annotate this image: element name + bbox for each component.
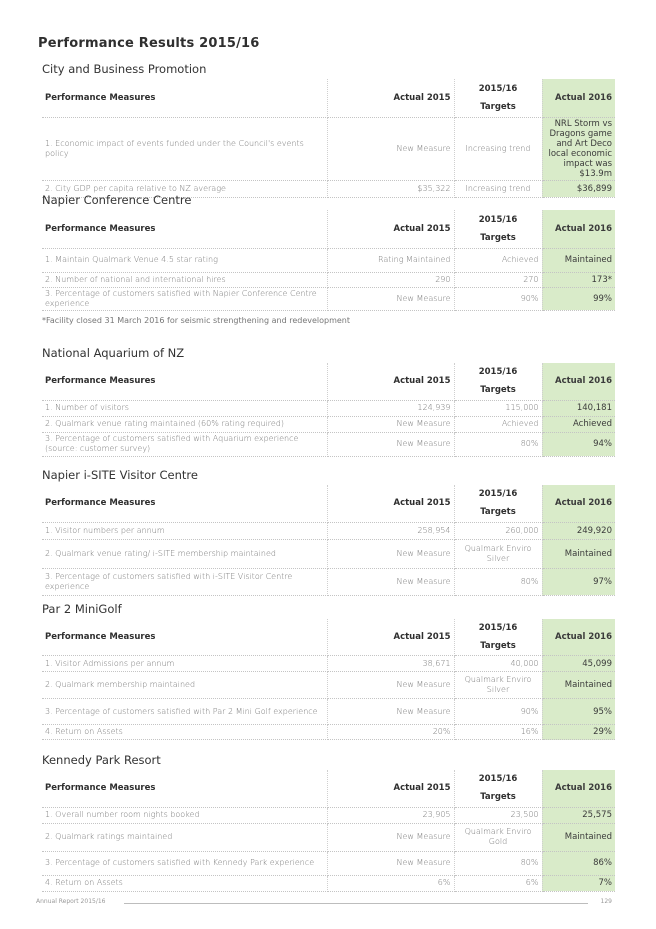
- page-title: Performance Results 2015/16: [38, 36, 260, 51]
- measure-cell: 3. Percentage of customers satisfied with Aquarium experience (source: customer survey): [42, 432, 327, 456]
- actual-2015-cell: New Measure: [327, 539, 454, 568]
- footer-rule: [124, 903, 588, 904]
- target-cell: 16%: [454, 725, 542, 740]
- actual-2015-cell: 20%: [327, 725, 454, 740]
- header-actual-2016: Actual 2016: [542, 619, 615, 656]
- header-measures: Performance Measures: [42, 210, 327, 248]
- measure-cell: 3. Percentage of customers satisfied with Par 2 Mini Golf experience: [42, 699, 327, 725]
- actual-2016-cell: 140,181: [542, 400, 615, 416]
- target-cell: 90%: [454, 699, 542, 725]
- actual-2016-cell: 99%: [542, 287, 615, 310]
- section-3: [42, 467, 615, 596]
- header-targets-label: Targets: [480, 101, 516, 112]
- target-cell: 80%: [454, 851, 542, 875]
- actual-2016-cell: 94%: [542, 432, 615, 456]
- actual-2016-cell: 97%: [542, 568, 615, 595]
- header-actual-2016: Actual 2016: [542, 210, 615, 248]
- actual-2016-cell: NRL Storm vs Dragons game and Art Deco local economic impact was $13.9m: [542, 117, 615, 180]
- target-cell: 40,000: [454, 656, 542, 672]
- actual-2016-cell: 25,575: [542, 807, 615, 823]
- header-measures: Performance Measures: [42, 363, 327, 400]
- measure-cell: 3. Percentage of customers satisfied with Napier Conference Centre experience: [42, 287, 327, 310]
- section-title: City and Business Promotion: [42, 62, 207, 76]
- table-row: [42, 272, 615, 287]
- actual-2015-cell: 38,671: [327, 656, 454, 672]
- table-row: [42, 248, 615, 272]
- actual-2015-cell: New Measure: [327, 699, 454, 725]
- header-targets: [454, 485, 542, 522]
- table-row: [42, 823, 615, 851]
- header-targets-label: Targets: [480, 641, 516, 651]
- section-title: Par 2 MiniGolf: [42, 602, 122, 616]
- actual-2016-cell: 249,920: [542, 522, 615, 539]
- actual-2016-cell: 29%: [542, 725, 615, 740]
- header-targets-label: Targets: [480, 385, 516, 396]
- header-targets-label: Targets: [480, 232, 516, 243]
- section-title: Kennedy Park Resort: [42, 753, 161, 767]
- header-targets-year: 2015/16: [478, 489, 518, 500]
- footnote: *Facility closed 31 March 2016 for seismic strengthening and redevelopment: [42, 315, 351, 325]
- header-measures: Performance Measures: [42, 619, 327, 656]
- header-targets-label: Targets: [480, 507, 516, 518]
- section-5: [42, 752, 615, 892]
- measure-cell: 2. Number of national and international hires: [42, 272, 327, 287]
- header-actual-2016: Actual 2016: [542, 485, 615, 522]
- target-cell: 23,500: [454, 807, 542, 823]
- performance-table: [42, 79, 615, 198]
- measure-cell: 1. Visitor Admissions per annum: [42, 656, 327, 672]
- header-actual-2015: Actual 2015: [327, 770, 454, 807]
- actual-2015-cell: 6%: [327, 875, 454, 891]
- measure-cell: 1. Number of visitors: [42, 400, 327, 416]
- section-title: Napier Conference Centre: [42, 193, 192, 207]
- footer-label: Annual Report 2015/16: [36, 898, 106, 905]
- table-row: [42, 875, 615, 891]
- actual-2015-cell: New Measure: [327, 823, 454, 851]
- actual-2015-cell: New Measure: [327, 117, 454, 180]
- table-row: [42, 432, 615, 456]
- target-cell: 115,000: [454, 400, 542, 416]
- header-actual-2015: Actual 2015: [327, 79, 454, 117]
- table-row: [42, 287, 615, 310]
- header-targets: [454, 79, 542, 117]
- measure-cell: 2. Qualmark venue rating maintained (60% rating required): [42, 416, 327, 432]
- actual-2016-cell: Achieved: [542, 416, 615, 432]
- actual-2016-cell: Maintained: [542, 823, 615, 851]
- actual-2015-cell: New Measure: [327, 672, 454, 699]
- page-number: 129: [600, 898, 612, 905]
- measure-cell: 2. City GDP per capita relative to NZ average: [42, 180, 327, 197]
- table-row: [42, 400, 615, 416]
- measure-cell: 4. Return on Assets: [42, 875, 327, 891]
- header-targets: [454, 770, 542, 807]
- header-actual-2016: Actual 2016: [542, 363, 615, 400]
- actual-2015-cell: 290: [327, 272, 454, 287]
- measure-cell: 4. Return on Assets: [42, 725, 327, 740]
- target-cell: Achieved: [454, 248, 542, 272]
- measure-cell: 2. Qualmark ratings maintained: [42, 823, 327, 851]
- target-cell: Achieved: [454, 416, 542, 432]
- performance-table: [42, 485, 615, 596]
- section-title: National Aquarium of NZ: [42, 346, 185, 360]
- header-targets-year: 2015/16: [478, 623, 518, 633]
- table-row: [42, 117, 615, 180]
- actual-2015-cell: $35,322: [327, 180, 454, 197]
- target-cell: 260,000: [454, 522, 542, 539]
- measure-cell: 2. Qualmark venue rating/ i-SITE membership maintained: [42, 539, 327, 568]
- measure-cell: 1. Maintain Qualmark Venue 4.5 star rating: [42, 248, 327, 272]
- actual-2016-cell: 173*: [542, 272, 615, 287]
- table-row: [42, 851, 615, 875]
- target-cell: Increasing trend: [454, 117, 542, 180]
- header-measures: Performance Measures: [42, 485, 327, 522]
- header-targets: [454, 619, 542, 656]
- measure-cell: 3. Percentage of customers satisfied with i-SITE Visitor Centre experience: [42, 568, 327, 595]
- table-row: [42, 725, 615, 740]
- actual-2016-cell: Maintained: [542, 672, 615, 699]
- header-actual-2015: Actual 2015: [327, 363, 454, 400]
- table-row: [42, 416, 615, 432]
- measure-cell: 1. Overall number room nights booked: [42, 807, 327, 823]
- target-cell: 80%: [454, 432, 542, 456]
- header-targets: [454, 363, 542, 400]
- header-actual-2016: Actual 2016: [542, 770, 615, 807]
- header-actual-2016: Actual 2016: [542, 79, 615, 117]
- section-title: Napier i-SITE Visitor Centre: [42, 468, 198, 482]
- actual-2015-cell: New Measure: [327, 568, 454, 595]
- header-targets-year: 2015/16: [478, 774, 518, 785]
- header-targets-label: Targets: [480, 792, 516, 803]
- actual-2015-cell: 258,954: [327, 522, 454, 539]
- measure-cell: 2. Qualmark membership maintained: [42, 672, 327, 699]
- table-row: [42, 656, 615, 672]
- target-cell: Increasing trend: [454, 180, 542, 197]
- actual-2015-cell: New Measure: [327, 287, 454, 310]
- actual-2016-cell: 86%: [542, 851, 615, 875]
- target-cell: 6%: [454, 875, 542, 891]
- target-cell: 270: [454, 272, 542, 287]
- target-cell: 80%: [454, 568, 542, 595]
- actual-2015-cell: Rating Maintained: [327, 248, 454, 272]
- section-1: [42, 192, 615, 325]
- section-4: [42, 601, 615, 740]
- target-cell: 90%: [454, 287, 542, 310]
- actual-2016-cell: Maintained: [542, 248, 615, 272]
- table-row: [42, 672, 615, 699]
- performance-table: [42, 363, 615, 457]
- table-row: [42, 568, 615, 595]
- header-measures: Performance Measures: [42, 79, 327, 117]
- header-targets-year: 2015/16: [478, 214, 518, 225]
- table-row: [42, 807, 615, 823]
- actual-2015-cell: New Measure: [327, 432, 454, 456]
- header-actual-2015: Actual 2015: [327, 210, 454, 248]
- performance-table: [42, 210, 615, 311]
- measure-cell: 3. Percentage of customers satisfied with Kennedy Park experience: [42, 851, 327, 875]
- actual-2016-cell: Maintained: [542, 539, 615, 568]
- page-footer: [36, 898, 612, 910]
- header-actual-2015: Actual 2015: [327, 619, 454, 656]
- header-actual-2015: Actual 2015: [327, 485, 454, 522]
- target-cell: Qualmark Enviro Gold: [454, 823, 542, 851]
- section-0: [42, 61, 615, 198]
- table-row: [42, 539, 615, 568]
- actual-2015-cell: 124,939: [327, 400, 454, 416]
- actual-2016-cell: 7%: [542, 875, 615, 891]
- header-targets-year: 2015/16: [478, 367, 518, 378]
- header-targets-year: 2015/16: [478, 83, 518, 94]
- actual-2015-cell: New Measure: [327, 851, 454, 875]
- header-targets: [454, 210, 542, 248]
- target-cell: Qualmark Enviro Silver: [454, 672, 542, 699]
- performance-table: [42, 770, 615, 892]
- section-2: [42, 345, 615, 457]
- table-row: [42, 522, 615, 539]
- header-measures: Performance Measures: [42, 770, 327, 807]
- actual-2015-cell: 23,905: [327, 807, 454, 823]
- measure-cell: 1. Economic impact of events funded under the Council's events policy: [42, 117, 327, 180]
- actual-2016-cell: 45,099: [542, 656, 615, 672]
- table-row: [42, 699, 615, 725]
- actual-2015-cell: New Measure: [327, 416, 454, 432]
- measure-cell: 1. Visitor numbers per annum: [42, 522, 327, 539]
- actual-2016-cell: $36,899: [542, 180, 615, 197]
- performance-table: [42, 619, 615, 740]
- actual-2016-cell: 95%: [542, 699, 615, 725]
- target-cell: Qualmark Enviro Silver: [454, 539, 542, 568]
